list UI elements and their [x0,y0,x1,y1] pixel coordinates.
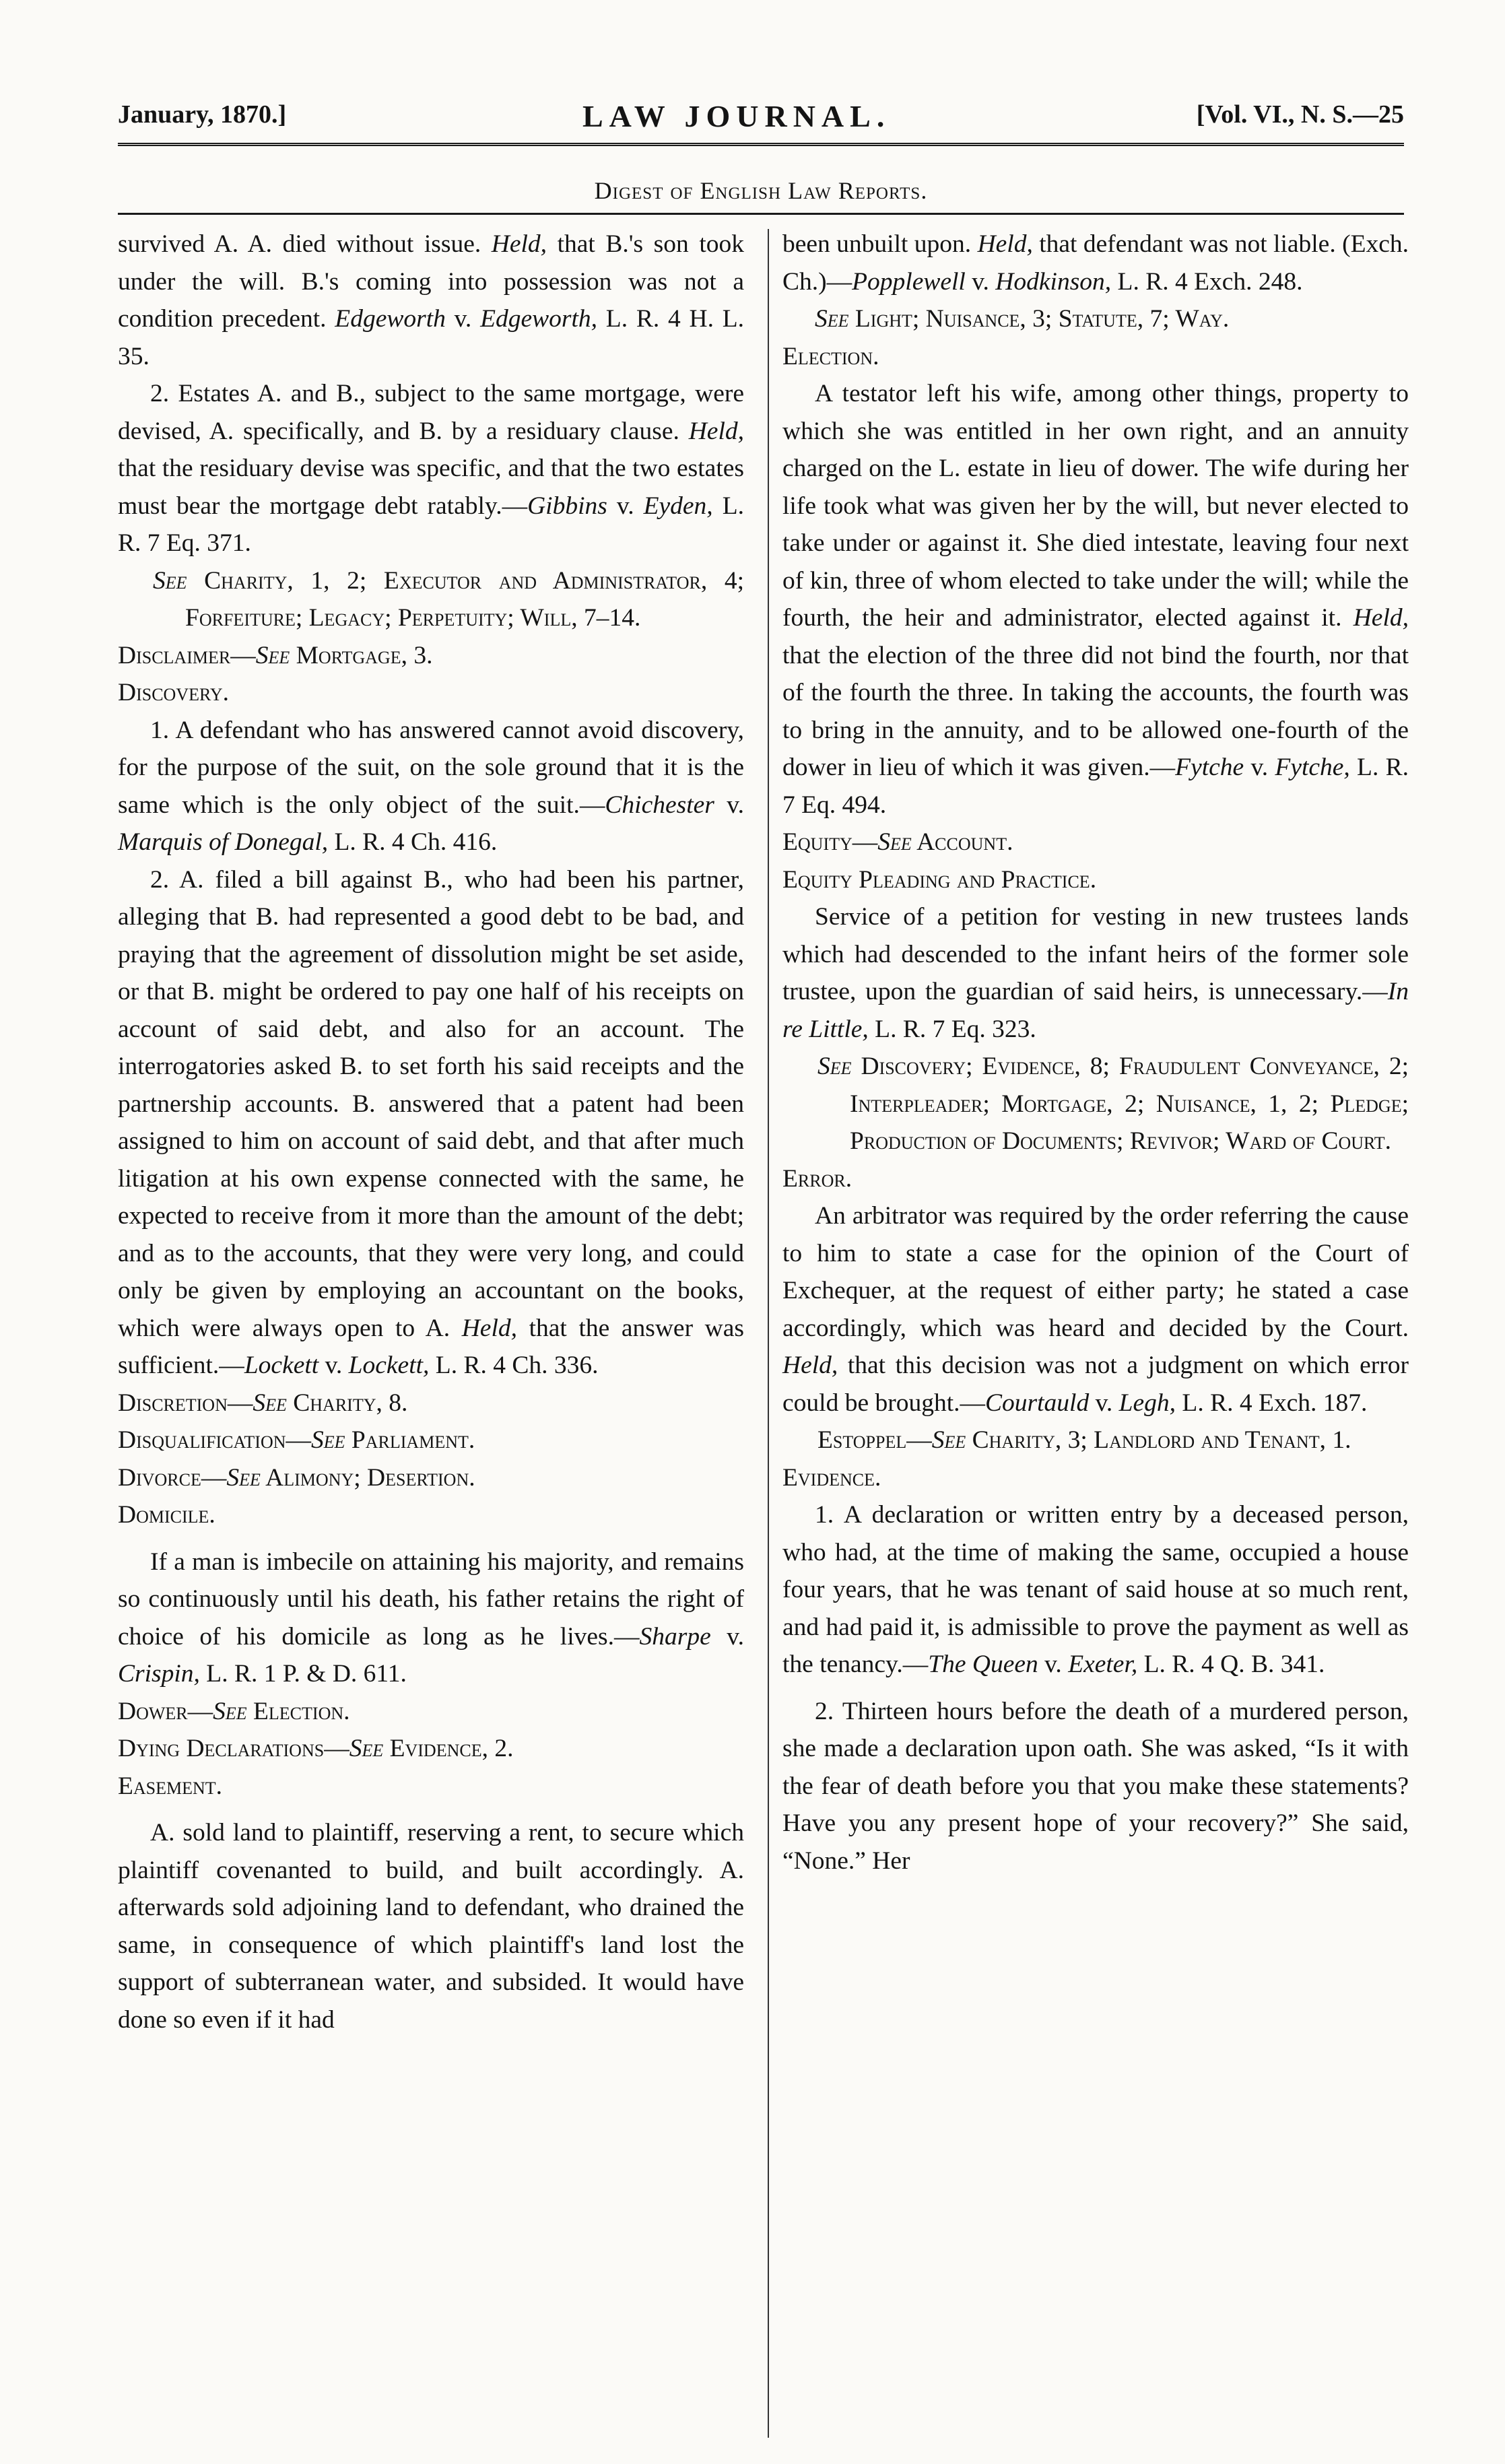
topic-heading: Disclaimer—See Mortgage, 3. [118,641,433,669]
digest-entry: If a man is imbecile on attaining his majority, and remains so continuously until his death, his father retains the right of choice of his domicile as long as he lives.—Sharpe v. Crispin, L. R. 1 P. & D. 611. [118,1547,744,1688]
topic-heading: Discovery. [118,679,230,706]
cross-reference: See Charity, 1, 2; Executor and Administrator, 4; Forfeiture; Legacy; Perpetuity; Will, 7–14. [153,566,744,632]
topic-heading: Disqualification—See Parliament. [118,1426,475,1454]
digest-entry: A. sold land to plaintiff, reserving a rent, to secure which plaintiff covenanted to build, and built accordingly. A. afterwards sold adjoining land to defendant, who drained the same, in consequence of which plaintiff's land lost the support of subterranean water, and subsided. It would have done so even if it had [118,1819,744,2034]
topic-heading: Easement. [118,1772,223,1800]
digest-entry: Service of a petition for vesting in new trustees lands which had descended to the infant heirs of the former sole trustee, upon the guardian of said heirs, is unnecessary.—In re Little, L. R. 7 Eq. 323. [782,903,1409,1043]
topic-heading: Error. [782,1164,852,1193]
topic-heading: Election. [782,342,879,370]
topic-heading: Estoppel—See Charity, 3; Landlord and Tenant, 1. [817,1426,1351,1454]
cross-reference: See Discovery; Evidence, 8; Fraudulent Conveyance, 2; Interpleader; Mortgage, 2; Nuisance, 1, 2; Pledge; Production of Documents; Revivor; Ward of Court. [817,1053,1409,1155]
digest-entry: been unbuilt upon. Held, that defendant was not liable. (Exch. Ch.)—Popplewell v. Hodkinson, L. R. 4 Exch. 248. [782,230,1409,296]
column-divider [768,229,769,2438]
digest-entry: survived A. A. died without issue. Held, that B.'s son took under the will. B.'s coming into possession was not a condition precedent. Edgeworth v. Edgeworth, L. R. 4 H. L. 35. [118,230,744,370]
cross-reference: See Light; Nuisance, 3; Statute, 7; Way. [815,305,1230,333]
digest-entry: 2. Thirteen hours before the death of a murdered person, she made a declaration upon oath. She was asked, “Is it with the fear of death before you that you make these statements? Have you any present hope of your recovery?” She said, “None.” Her [782,1697,1409,1875]
topic-heading: Discretion—See Charity, 8. [118,1389,408,1417]
left-column [118,226,744,2038]
section-title: Digest of English Law Reports. [594,177,928,204]
right-column [782,226,1409,1879]
digest-entry: A testator left his wife, among other things, property to which she was entitled in her own right, and an annuity charged on the L. estate in lieu of dower. The wife during her life took what was given her by the will, but never elected to take under or against it. She died intestate, leaving four next of kin, three of whom elected to take under the will; while the fourth, the heir and administrator, elected against it. Held, that the election of the three did not bind the fourth, nor that of the fourth the three. In taking the accounts, the fourth was to bring in the annuity, and to be allowed one-fourth of the dower in lieu of which it was given.—Fytche v. Fytche, L. R. 7 Eq. 494. [782,380,1409,819]
topic-heading: Domicile. [118,1501,215,1529]
digest-entry: 1. A defendant who has answered cannot avoid discovery, for the purpose of the suit, on the sole ground that it is the same which is the only object of the suit.—Chichester v. Marquis of Donegal, L. R. 4 Ch. 416. [118,716,744,856]
topic-heading: Dower—See Election. [118,1697,350,1725]
digest-entry: 1. A declaration or written entry by a deceased person, who had, at the time of making the same, occupied a house four years, that he was tenant of said house at so much rent, and had paid it, is admissible to prove the payment as well as the tenancy.—The Queen v. Exeter, L. R. 4 Q. B. 341. [782,1501,1409,1678]
topic-heading: Equity—See Account. [782,828,1013,856]
header-title: LAW JOURNAL. [582,99,891,133]
topic-heading: Dying Declarations—See Evidence, 2. [118,1735,514,1762]
digest-entry: An arbitrator was required by the order referring the cause to him to state a case for the opinion of the Court of Exchequer, at the request of either party; he stated a case accordingly, which was heard and decided by the Court. Held, that this decision was not a judgment on which error could be brought.—Courtauld v. Legh, L. R. 4 Exch. 187. [782,1202,1409,1417]
header-rule [118,143,1404,146]
header-volume: [Vol. VI., N. S.—25 [1196,100,1404,129]
topic-heading: Divorce—See Alimony; Desertion. [118,1463,475,1492]
digest-entry: 2. A. filed a bill against B., who had been his partner, alleging that B. had represented a good debt to be bad, and praying that the agreement of dissolution might be set aside, or that B. might be ordered to pay one half of his receipts on account of said debt, and also for an account. The interrogatories asked B. to set forth his said receipts and the partnership accounts. B. answered that a patent had been assigned to him on account of said debt, and that after much litigation at his own expense connected with the same, he expected to receive from it more than the amount of the debt; and as to the accounts, that they were very long, and could only be given by employing an accountant on the books, which were always open to A. Held, that the answer was sufficient.—Lockett v. Lockett, L. R. 4 Ch. 336. [118,865,744,1379]
topic-heading: Equity Pleading and Practice. [782,865,1097,894]
header-date: January, 1870.] [118,100,287,129]
running-header [118,94,1404,141]
digest-entry: 2. Estates A. and B., subject to the same mortgage, were devised, A. specifically, and B. by a residuary clause. Held, that the residuary devise was specific, and that the two estates must bear the mortgage debt ratably.—Gibbins v. Eyden, L. R. 7 Eq. 371. [118,380,744,557]
section-rule [118,213,1404,215]
topic-heading: Evidence. [782,1463,881,1492]
